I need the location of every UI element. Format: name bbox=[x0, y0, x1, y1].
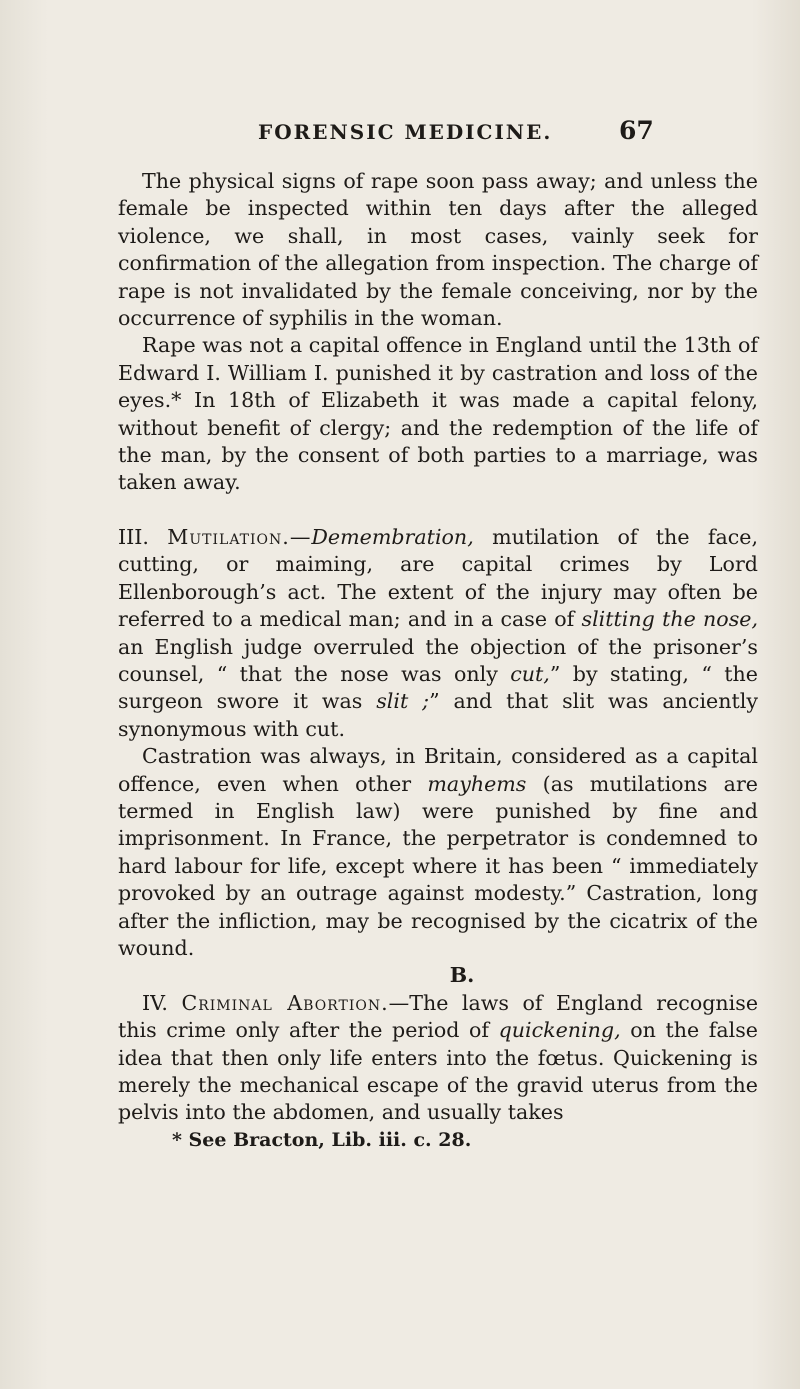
section-number: III. bbox=[118, 524, 149, 549]
text-run: on the false idea that then only life enters into the fœtus. Quickening is merely the mechanical escape of the gravid uterus from the pelvis into the abdomen, and usually takes bbox=[118, 1018, 758, 1125]
section-mutilation bbox=[118, 524, 758, 743]
italic-term: mayhems bbox=[427, 771, 527, 796]
page-header bbox=[0, 118, 800, 158]
text-run: ” and that slit was anciently synonymous with cut. bbox=[118, 689, 758, 741]
text-run: Castration was always, in Britain, considered as a capital offence, even when other bbox=[118, 744, 758, 796]
italic-term: cut, bbox=[510, 661, 550, 686]
section-number: IV. bbox=[142, 990, 168, 1015]
text-run: —The laws of England recognise this crime only after the period of bbox=[118, 990, 759, 1043]
page-number: 67 bbox=[619, 116, 654, 145]
running-head: FORENSIC MEDICINE. bbox=[258, 120, 553, 144]
italic-term: Demembration, bbox=[311, 524, 474, 549]
paragraph-castration bbox=[118, 743, 758, 962]
section-heading: Mutilation.— bbox=[167, 524, 312, 549]
italic-term: quickening, bbox=[498, 1018, 621, 1043]
paragraph-rape-history: Rape was not a capital offence in England until the 13th of Edward I. William I. punished it by castration and loss of the eyes.* In 18th of Elizabeth it was made a capital felony, without benefit of clergy; and the redemption of the life of the man, by the consent of both parties to a marriage, was taken away. bbox=[118, 333, 758, 495]
text-run: an English judge overruled the objection of the prisoner’s counsel, “ that the nose was only bbox=[118, 634, 758, 686]
text-run: ” by stating, “ the surgeon swore it was bbox=[118, 661, 758, 714]
section-criminal-abortion bbox=[118, 990, 758, 1127]
italic-term: slitting the nose, bbox=[581, 607, 758, 632]
paragraph-rape-signs: The physical signs of rape soon pass away; and unless the female be inspected within ten days after the alleged violence, we shall, in most cases, vainly seek for confirmation of the allegation from inspection. The charge of rape is not invalidated by the female conceiving, nor by the occurrence of syphilis in the woman. bbox=[118, 169, 758, 331]
body-text bbox=[118, 168, 758, 1154]
footnote: * See Bracton, Lib. iii. c. 28. bbox=[172, 1128, 472, 1151]
italic-term: slit ; bbox=[376, 689, 430, 714]
section-heading: Criminal Abortion. bbox=[181, 990, 389, 1015]
text-run: (as mutilations are termed in English law) were punished by fine and imprisonment. In France, the perpetrator is condemned to hard labour for life, except where it has been “ immediately provoked by an outrage against modesty.” Castration, long after the infliction, may be recognised by the cicatrix of the wound. bbox=[118, 771, 758, 960]
text-run: mutilation of the face, cutting, or maiming, are capital crimes by Lord Ellenborough’s act. The extent of the injury may often be referred to a medical man; and in a case of bbox=[118, 524, 759, 632]
signature-mark: B. bbox=[449, 963, 475, 988]
